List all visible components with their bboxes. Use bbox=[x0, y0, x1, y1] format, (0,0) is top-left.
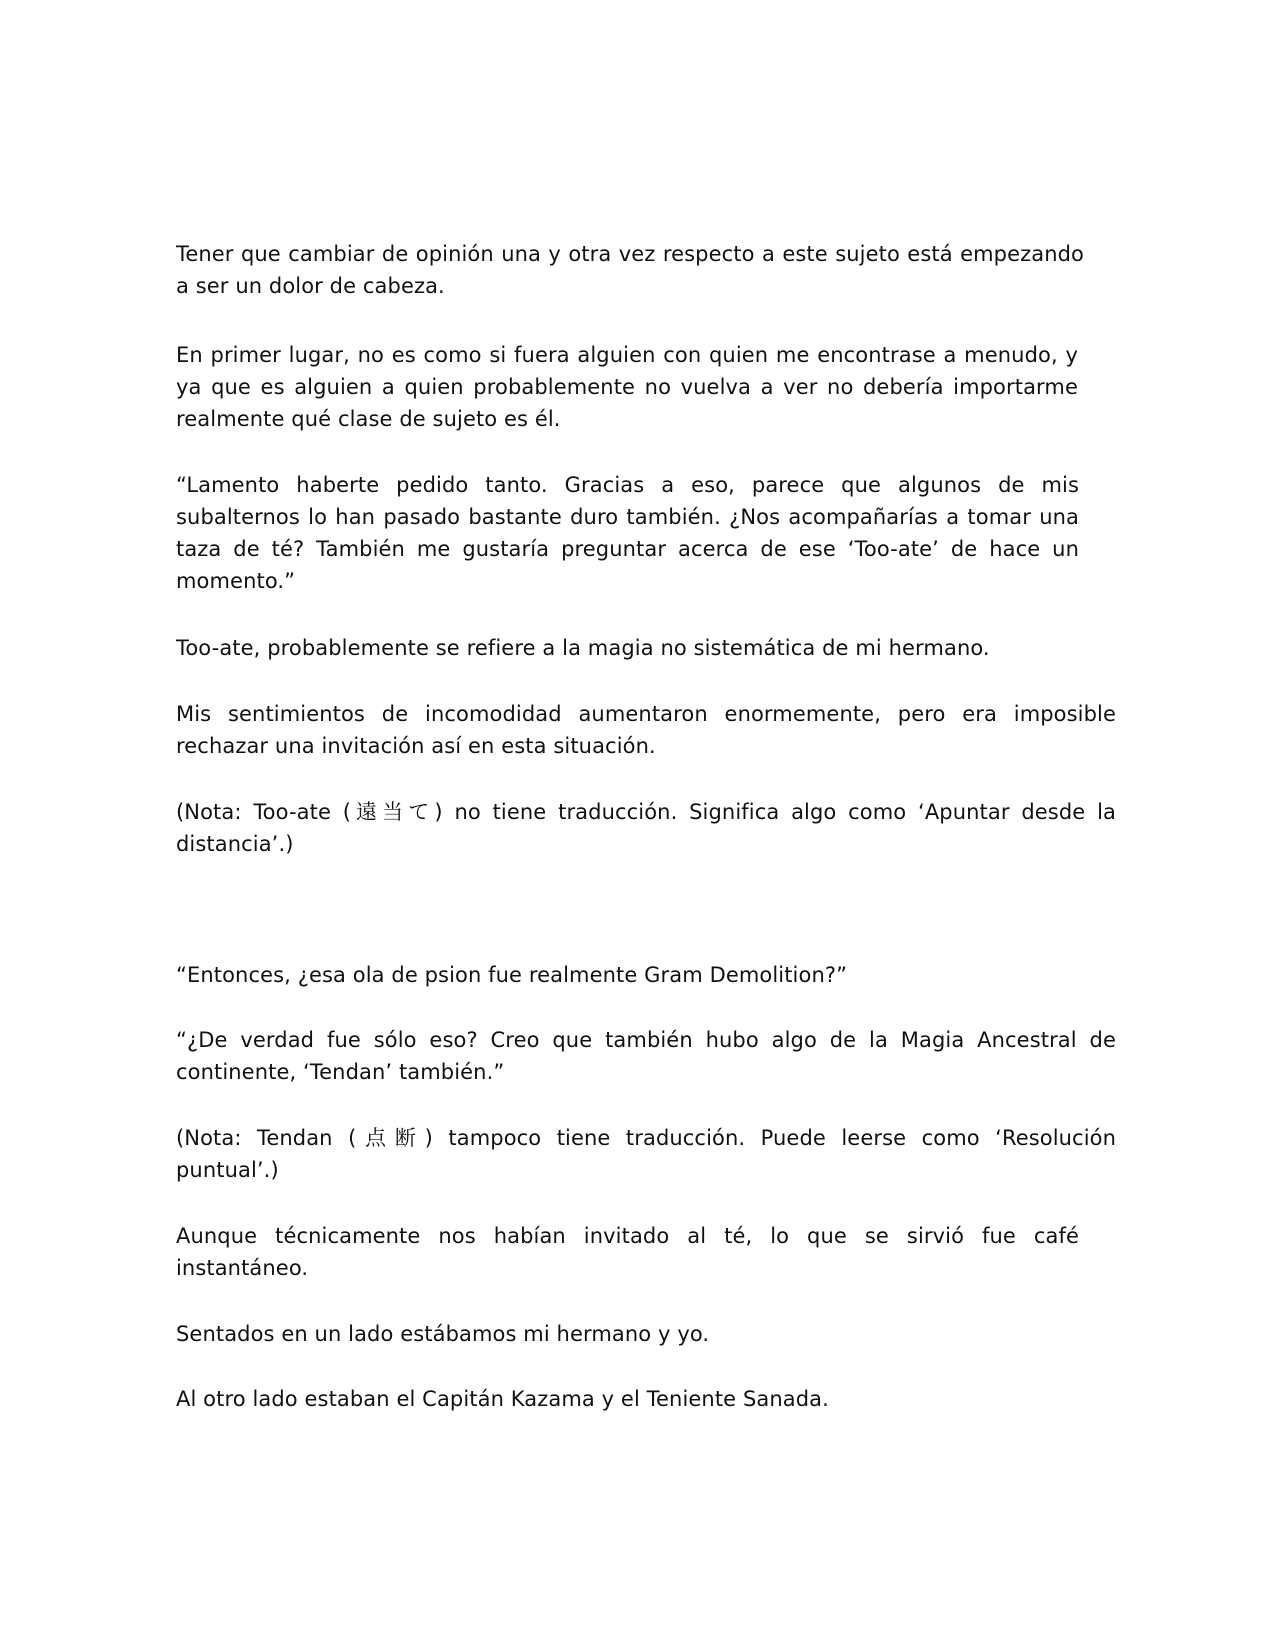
paragraph: Too-ate, probablemente se refiere a la magia no sistemática de mi hermano. bbox=[176, 636, 990, 660]
paragraph: En primer lugar, no es como si fuera alguien con quien me encontrase a menudo, y ya que es alguien a quien probablemente no vuelva a ver no debería importarme realmente qué clase de sujeto es él. bbox=[176, 343, 1078, 431]
paragraph: Sentados en un lado estábamos mi hermano y yo. bbox=[176, 1322, 710, 1346]
paragraph: Mis sentimientos de incomodidad aumentaron enormemente, pero era imposible rechazar una invitación así en esta situación. bbox=[176, 702, 1116, 758]
paragraph: Tener que cambiar de opinión una y otra vez respecto a este sujeto está empezando a ser un dolor de cabeza. bbox=[176, 242, 1084, 298]
paragraph: “Entonces, ¿esa ola de psion fue realmente Gram Demolition?” bbox=[176, 963, 848, 987]
paragraph: Aunque técnicamente nos habían invitado al té, lo que se sirvió fue café instantáneo. bbox=[176, 1224, 1079, 1280]
paragraph: “¿De verdad fue sólo eso? Creo que también hubo algo de la Magia Ancestral de continente, ‘Tendan’ también.” bbox=[176, 1028, 1116, 1084]
translator-note: (Nota: Tendan (点断) tampoco tiene traducción. Puede leerse como ‘Resolución puntual’.) bbox=[176, 1126, 1116, 1182]
paragraph: “Lamento haberte pedido tanto. Gracias a eso, parece que algunos de mis subalternos lo han pasado bastante duro también. ¿Nos acompañarías a tomar una taza de té? También me gustaría preguntar acerca de ese ‘Too-ate’ de hace un momento.” bbox=[176, 473, 1079, 593]
translator-note: (Nota: Too-ate (遠当て) no tiene traducción. Significa algo como ‘Apuntar desde la distancia’.) bbox=[176, 800, 1116, 856]
paragraph: Al otro lado estaban el Capitán Kazama y el Teniente Sanada. bbox=[176, 1387, 829, 1411]
